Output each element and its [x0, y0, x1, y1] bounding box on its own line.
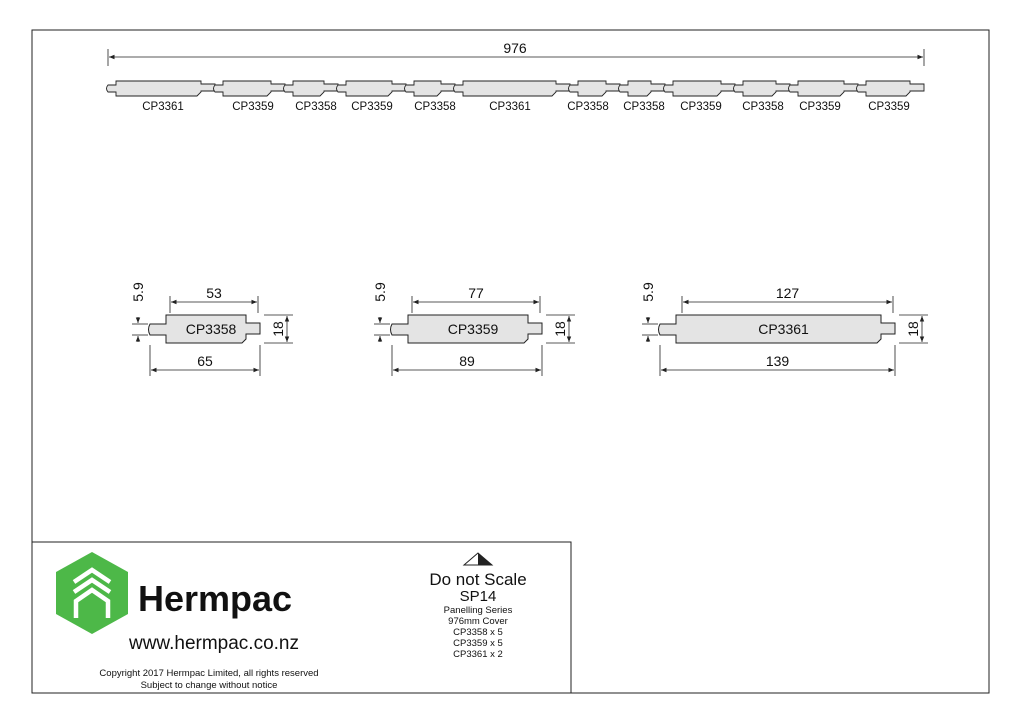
tongue-dimension: 5.9 — [640, 282, 656, 302]
strip-board-label: CP3359 — [799, 101, 841, 113]
do-not-scale-icon — [464, 553, 492, 565]
profile-name: CP3361 — [758, 321, 809, 337]
cover-dimension: 127 — [775, 285, 800, 301]
strip-board-label: CP3359 — [232, 101, 274, 113]
strip-board — [454, 81, 571, 113]
strip-board-label: CP3358 — [623, 101, 665, 113]
strip-board — [567, 81, 620, 113]
thickness-dimension: 18 — [270, 321, 286, 337]
strip-board-label: CP3359 — [351, 101, 393, 113]
copyright-text: Copyright 2017 Hermpac Limited, all rights reserved — [99, 668, 319, 679]
strip-board — [734, 81, 791, 113]
overall-dimension — [108, 40, 924, 66]
strip-board-label: CP3358 — [295, 101, 337, 113]
strip-board — [214, 81, 286, 113]
strip-board — [619, 81, 666, 113]
quantity-cp3361: CP3361 x 2 — [453, 649, 503, 660]
tongue-dimension: 5.9 — [372, 282, 388, 302]
cover-dimension: 77 — [468, 285, 484, 301]
thickness-dimension: 18 — [905, 321, 921, 337]
strip-board-label: CP3359 — [680, 101, 722, 113]
width-dimension: 139 — [765, 353, 790, 369]
overall-width-label: 976 — [503, 40, 527, 56]
profile-details — [130, 282, 928, 376]
profile-name: CP3359 — [447, 321, 499, 337]
profile-cp3359 — [372, 282, 575, 376]
strip-board-label: CP3361 — [142, 101, 184, 113]
drawing-code: SP14 — [459, 588, 497, 605]
strip-board-label: CP3359 — [868, 101, 910, 113]
series-name: Panelling Series — [443, 605, 513, 616]
title-block — [32, 542, 571, 693]
strip-board-label: CP3358 — [742, 101, 784, 113]
tongue-dimension: 5.9 — [130, 282, 146, 302]
thickness-dimension: 18 — [552, 321, 568, 337]
strip-board — [337, 81, 407, 113]
website-link[interactable]: www.hermpac.co.nz — [128, 633, 300, 654]
strip-board — [664, 81, 736, 113]
hermpac-logo — [56, 552, 128, 634]
strip-board — [789, 81, 859, 113]
width-dimension: 89 — [459, 353, 475, 369]
quantity-cp3358: CP3358 x 5 — [453, 627, 503, 638]
strip-board-label: CP3358 — [414, 101, 456, 113]
notice-text: Subject to change without notice — [140, 680, 278, 691]
cover-width: 976mm Cover — [448, 616, 508, 627]
assembled-panel-strip — [107, 81, 925, 113]
profile-name: CP3358 — [185, 321, 237, 337]
strip-board — [405, 81, 456, 113]
strip-board-label: CP3361 — [489, 101, 531, 113]
width-dimension: 65 — [197, 353, 213, 369]
logo-hexagon — [56, 552, 128, 634]
strip-board-label: CP3358 — [567, 101, 609, 113]
strip-board — [284, 81, 339, 113]
profile-cp3358 — [130, 282, 293, 376]
profile-cp3361 — [640, 282, 928, 376]
do-not-scale-label: Do not Scale — [429, 570, 527, 589]
cover-dimension: 53 — [206, 285, 222, 301]
strip-board — [857, 81, 925, 113]
brand-name: Hermpac — [138, 578, 293, 619]
strip-board — [107, 81, 216, 113]
quantity-cp3359: CP3359 x 5 — [453, 638, 503, 649]
